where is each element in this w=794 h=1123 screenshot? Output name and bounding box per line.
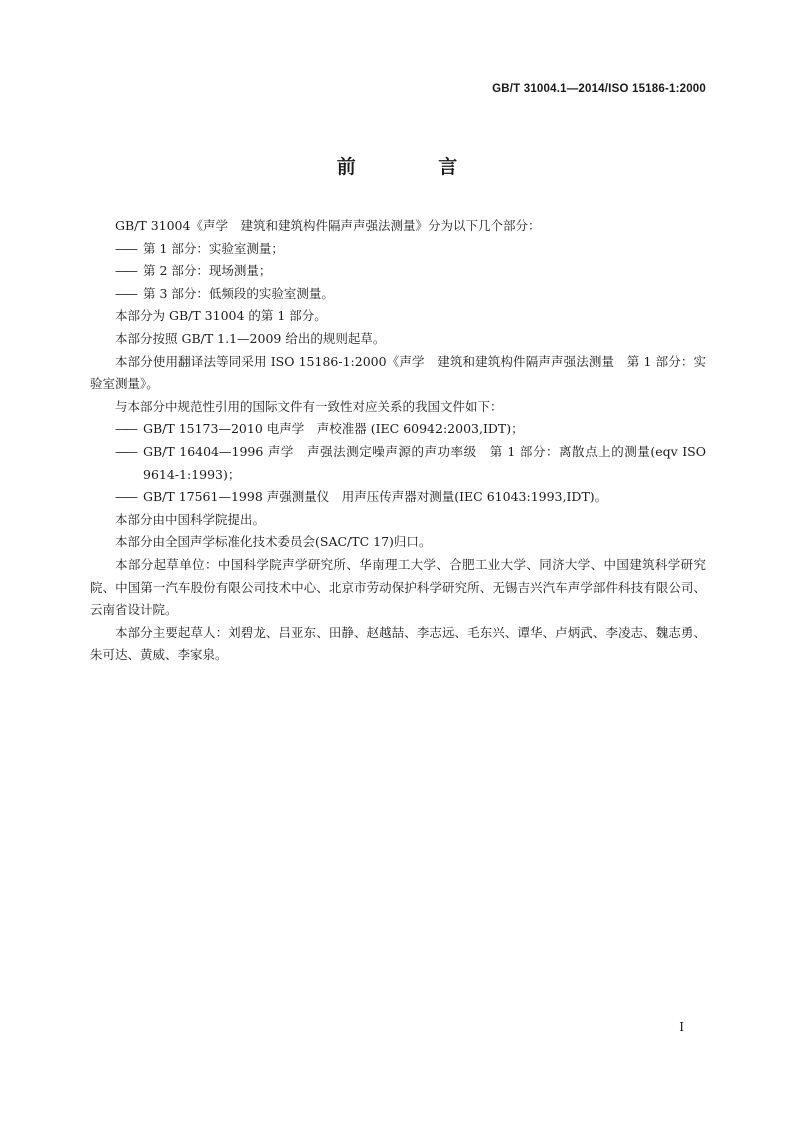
paragraph: 本部分由中国科学院提出。	[115, 511, 266, 527]
paragraph: 本部分使用翻译法等同采用 ISO 15186-1:2000《声学 建筑和建筑构件隔声声强法测量 第 1 部分：实验室测量》。	[90, 353, 706, 392]
list-item: —— GB/T 15173—2010 电声学 声校准器 (IEC 60942:2003,IDT)；	[90, 418, 706, 441]
paragraph: 本部分由全国声学标准化技术委员会(SAC/TC 17)归口。	[115, 534, 432, 550]
paragraph: 本部分按照 GB/T 1.1—2009 给出的规则起草。	[115, 330, 386, 346]
intro-paragraph: GB/T 31004《声学 建筑和建筑构件隔声声强法测量》分为以下几个部分：	[115, 218, 541, 233]
dash-marker: ——	[115, 263, 136, 279]
list-item: —— 第 1 部分：实验室测量；	[90, 238, 706, 261]
page-title: 前 言	[336, 156, 496, 178]
standard-code-header: GB/T 31004.1—2014/ISO 15186-1:2000	[492, 83, 706, 95]
dash-marker: ——	[115, 443, 136, 459]
dash-marker: ——	[115, 421, 136, 437]
dash-marker: ——	[115, 489, 136, 505]
paragraph: 本部分主要起草人：刘碧龙、吕亚东、田静、赵越喆、李志远、毛东兴、谭华、卢炳武、李凌志、魏志勇、朱可达、黄威、李家泉。	[90, 624, 706, 663]
paragraph: 本部分为 GB/T 31004 的第 1 部分。	[115, 308, 327, 324]
page-number: I	[679, 1020, 684, 1034]
list-item: —— GB/T 17561—1998 声强测量仪 用声压传声器对测量(IEC 61043:1993,IDT)。	[90, 486, 706, 509]
dash-marker: ——	[115, 285, 136, 301]
list-item: —— GB/T 16404—1996 声学 声强法测定噪声源的声功率级 第 1 部分：离散点上的测量(eqv ISO 9614-1:1993)；	[90, 441, 706, 486]
paragraph: 本部分起草单位：中国科学院声学研究所、华南理工大学、合肥工业大学、同济大学、中国建筑科学研究院、中国第一汽车股份有限公司技术中心、北京市劳动保护科学研究所、无锡吉兴汽车声学部件科技有限公司、云南省设计院。	[90, 556, 706, 618]
dash-marker: ——	[115, 240, 136, 256]
list-item: —— 第 2 部分：现场测量；	[90, 260, 706, 283]
paragraph: 与本部分中规范性引用的国际文件有一致性对应关系的我国文件如下：	[115, 398, 503, 414]
list-item: —— 第 3 部分：低频段的实验室测量。	[90, 283, 706, 306]
foreword-body	[90, 215, 706, 667]
